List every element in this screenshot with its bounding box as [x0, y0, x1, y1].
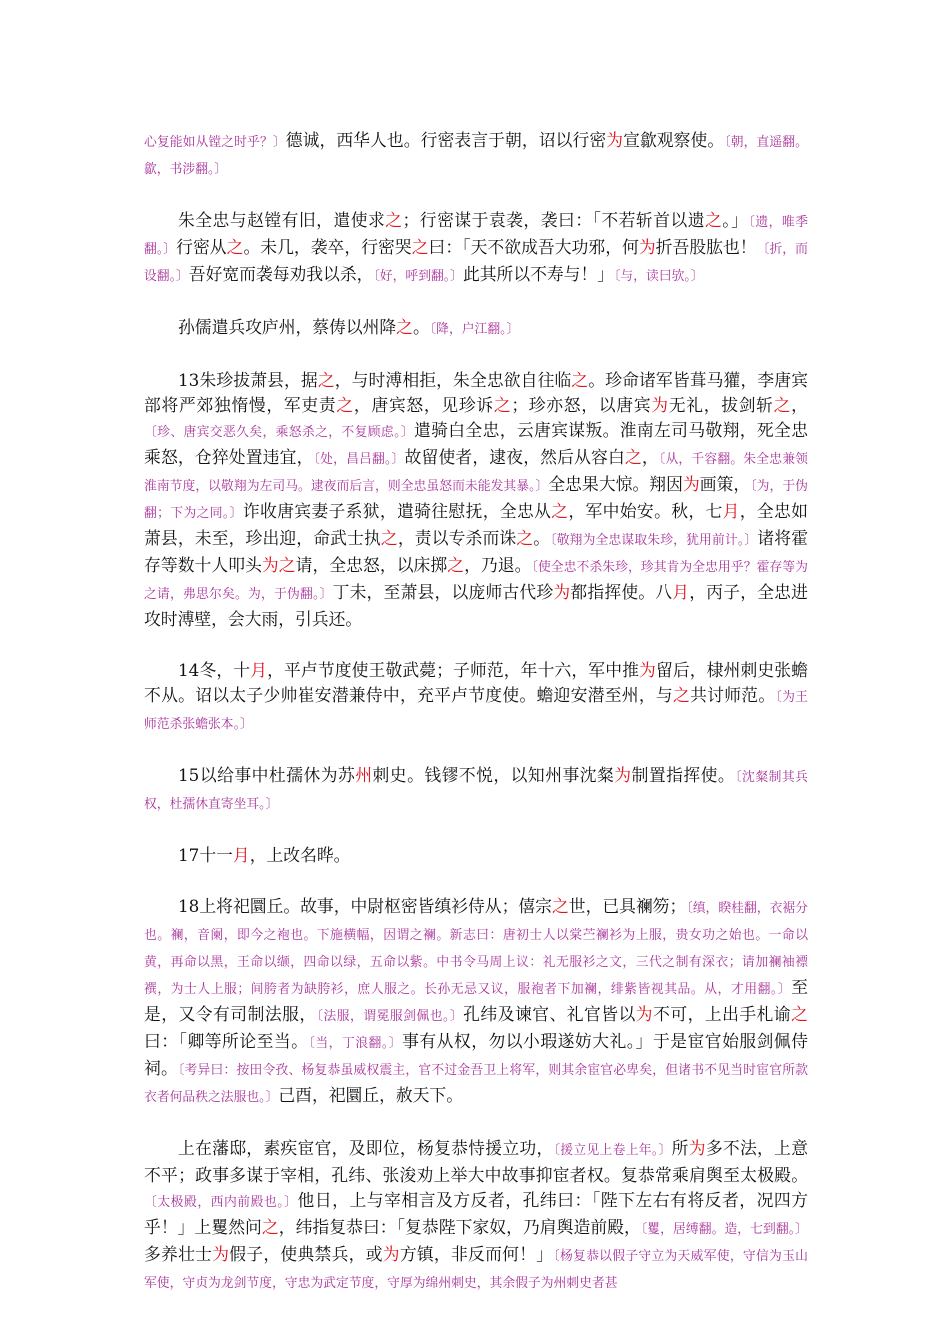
highlighted-character: 之	[773, 395, 792, 415]
body-text: 丁未，至萧县，以庞师古代珍	[332, 582, 554, 602]
highlighted-character: 为	[553, 582, 571, 602]
annotation-note: 〔缜，睽桂翻，衣裾分也。襕，音阑，即今之袍也。下施横幅，因谓之襕。新志曰：唐初士人以棠苎襕衫为上服，贵女功之始也。一命以黄，再命以黑，王命以缬，四命以绿，五命以紫。中书令马周上议：礼无服衫之文，三代之制有深衣；请加襕袖褾襈，为士人上服；间胯者为缺胯衫，庶人服之。长孙无忌又议，服袍者下加襕，绯紫皆视其品。从，才用翻。〕	[144, 901, 808, 997]
annotation-note: 〔遗，唯季翻。〕	[144, 215, 808, 257]
body-text: 曰：「卿等所论至当。	[144, 1031, 309, 1051]
annotation-note: 〔当，丁浪翻。〕	[308, 1036, 403, 1051]
paragraph	[144, 843, 808, 868]
highlighted-character: 之	[551, 896, 569, 916]
body-text: 14冬，十	[178, 660, 251, 680]
body-text: 朱全忠与赵镗有旧，遣使求	[178, 210, 386, 230]
body-text: 此其所以不寿与！」	[462, 264, 615, 284]
highlighted-character: 之	[336, 395, 354, 415]
annotation-note: 〔珍、唐宾交恶久矣，乘怒杀之，不复顾虑。〕	[144, 425, 414, 440]
body-text: 他日，上与宰相言及方反者，孔纬曰：「陛下左右有将反者，况四方乎！」上矍然问	[144, 1190, 808, 1237]
paragraph	[144, 128, 808, 182]
highlighted-character: 为	[382, 1244, 400, 1264]
body-text: 17十一	[178, 845, 233, 865]
body-text: 都指挥使。八	[570, 582, 673, 602]
annotation-note: 〔沈粲制其兵权，杜孺休直寄坐耳。〕	[144, 770, 808, 812]
highlighted-character: 月	[232, 845, 250, 865]
document-body	[144, 128, 808, 1322]
body-text: 宣歙观察使。	[623, 130, 725, 150]
body-text: ；行密谋于袁袭，袭曰：「不若斩首以遗	[402, 210, 706, 230]
highlighted-character: 之	[791, 1004, 808, 1024]
highlighted-character: 之	[624, 447, 642, 467]
highlighted-character: 月	[250, 660, 268, 680]
body-text: ，唐宾怒，见珍诉	[353, 395, 494, 415]
annotation-note: 〔考异曰：按田令孜、杨复恭虽威权震主，官不过金吾卫上将军，则其余宦官必卑矣，但诸书不见当时宦官所款衣者何品秩之法服也。〕	[144, 1063, 808, 1105]
body-text: 孔纬及谏官、礼官皆以	[463, 1004, 636, 1024]
highlighted-character: 为	[212, 1244, 230, 1264]
highlighted-character: 为	[638, 237, 656, 257]
annotation-note: 〔与，读曰欤。〕	[614, 269, 704, 284]
annotation-note: 〔法服，谓冕服剑佩也。〕	[316, 1009, 464, 1024]
annotation-note: 心复能如从镗之时乎？〕	[144, 135, 286, 150]
highlighted-character: 之	[380, 528, 398, 548]
annotation-note: 〔处，昌吕翻。〕	[313, 452, 405, 467]
body-text: 折吾股肱也！	[655, 237, 757, 257]
body-text: 制置指挥使。	[631, 765, 736, 785]
body-text: ，丙子，全忠进攻时溥壁，会大雨，引兵还。	[144, 582, 808, 629]
body-text: 吾好宽而袭每劝我以杀，	[188, 264, 374, 284]
body-text: ，全忠如萧县，未至，珍出迎，命武士执	[144, 501, 808, 548]
body-text: ，与时溥相拒，朱全忠欲自往临	[334, 370, 572, 390]
body-text: 故留使者，逮夜，然后从容白	[404, 447, 625, 467]
paragraph	[144, 658, 808, 737]
body-text: 上在藩邸，素疾宦官，及即位，杨复恭恃援立功，	[178, 1138, 554, 1158]
highlighted-character: 为	[688, 1138, 706, 1158]
highlighted-character: 之	[551, 501, 569, 521]
highlighted-character: 为之	[261, 555, 296, 575]
highlighted-character: 之	[447, 555, 465, 575]
body-text: ，乃退。	[464, 555, 532, 575]
highlighted-character: 之	[493, 395, 512, 415]
highlighted-character: 为	[682, 474, 700, 494]
body-text: 行密从	[176, 237, 227, 257]
body-text: 无礼，拔剑斩	[668, 395, 774, 415]
paragraph	[144, 368, 808, 632]
highlighted-character: 之	[226, 237, 244, 257]
body-text: 事有从权，勿以小瑕遂妨大礼。」于是宦官始服剑佩侍祠。	[144, 1031, 808, 1078]
annotation-note: 〔敬翔为全忠谋取朱珍，犹用前计。〕	[550, 533, 758, 548]
highlighted-character: 之	[571, 370, 589, 390]
body-text: 全忠果大惊。翔因	[548, 474, 683, 494]
body-text: 。	[533, 528, 551, 548]
body-text: 画策，	[699, 474, 751, 494]
body-text: 曰：「天不欲成吾大功邪，何	[428, 237, 639, 257]
body-text: 世，已具襕笏；	[568, 896, 687, 916]
body-text: 。珍命诸军皆葺马獾，李唐宾部将严郊独惰慢，军吏责	[144, 370, 808, 415]
highlighted-character: 之	[673, 685, 691, 705]
highlighted-character: 之	[396, 317, 413, 337]
highlighted-character: 州	[355, 765, 373, 785]
body-text: 方镇，非反而何！」	[399, 1244, 554, 1264]
highlighted-character: 月	[672, 582, 690, 602]
highlighted-character: 为	[635, 1004, 654, 1024]
highlighted-character: 月	[722, 501, 740, 521]
body-text: 孙儒遣兵攻庐州，蔡俦以州降	[178, 317, 397, 337]
paragraph	[144, 1136, 808, 1296]
annotation-note: 〔杨复恭以假子守立为天威军使，守信为玉山军使，守贞为龙剑节度，守忠为武定节度，守厚为绵州刺史，其余假子为州刺史者甚	[144, 1249, 808, 1291]
highlighted-character: 之	[516, 528, 534, 548]
body-text: 不可，上出手札谕	[653, 1004, 792, 1024]
highlighted-character: 为	[639, 660, 656, 680]
body-text: 13朱珍拔萧县，据	[178, 370, 318, 390]
paragraph	[144, 315, 808, 342]
body-text: 15以给事中杜孺休为苏	[178, 765, 356, 785]
annotation-note: 〔折，而设翻。〕	[144, 242, 808, 284]
annotation-note: 〔好，呼到翻。〕	[373, 269, 463, 284]
body-text: 诸将霍存等数十人叩头	[144, 528, 808, 575]
body-text: 请，全忠怒，以床掷	[295, 555, 448, 575]
body-text: 18上将祀圜丘。故事，中尉枢密皆缜衫侍从；僖宗	[178, 896, 552, 916]
annotation-note: 〔太极殿，西内前殿也。〕	[144, 1195, 298, 1210]
annotation-note: 〔援立见上卷上年。〕	[553, 1143, 672, 1158]
annotation-note: 〔为，于伪翻；下为之同。〕	[144, 479, 808, 521]
body-text: 多不法，上意不平；政事多谋于宰相，孔纬、张浚劝上举大中故事抑宦者权。复恭常乘肩舆至太极殿。	[144, 1138, 808, 1185]
paragraph	[144, 763, 808, 817]
body-text: 己酉，祀圜丘，赦天下。	[278, 1085, 463, 1105]
body-text: 。	[412, 317, 430, 337]
highlighted-character: 为	[606, 130, 624, 150]
body-text: ，军中始安。秋，七	[568, 501, 723, 521]
body-text: ，纬指复恭曰：「复恭陛下家奴，乃肩舆造前殿，	[278, 1217, 641, 1237]
body-text: 刺史。钱镠不悦，以知州事沈粲	[372, 765, 615, 785]
annotation-note: 〔矍，居缚翻。造，七到翻。〕	[640, 1222, 808, 1237]
highlighted-character: 之	[261, 1217, 279, 1237]
highlighted-character: 之	[317, 370, 335, 390]
body-text: 。未几，袭卒，行密哭	[243, 237, 412, 257]
body-text: 。」	[722, 210, 749, 230]
annotation-note: 〔为王师范杀张蟾张本。〕	[144, 690, 808, 732]
highlighted-character: 之	[385, 210, 403, 230]
paragraph	[144, 208, 808, 289]
body-text: 诈收唐宾妻子系狱，遣骑往慰抚，全忠从	[242, 501, 552, 521]
body-text: ，责以专杀而诛	[397, 528, 517, 548]
body-text: 留后，棣州刺史张蟾不从。诏以太子少帅崔安潜兼侍中，充平卢节度使。蟾迎安潜至州，与	[144, 660, 808, 705]
highlighted-character: 之	[705, 210, 723, 230]
annotation-note: 〔降，户江翻。〕	[429, 322, 520, 337]
annotation-note: 〔朝，直遥翻。歙，书涉翻。〕	[144, 135, 808, 177]
body-text: ，平卢节度使王敬武薨；子师范，年十六，军中推	[267, 660, 640, 680]
highlighted-character: 之	[411, 237, 429, 257]
body-text: ，上改名晔。	[249, 845, 351, 865]
body-text: 所	[671, 1138, 689, 1158]
body-text: ，	[791, 395, 808, 415]
annotation-note: 〔使全忠不杀朱珍，珍其肯为全忠用乎？霍存等为之请，弗思尔矣。为，于伪翻。〕	[144, 560, 808, 602]
body-text: 至是，又令有司制法服，	[144, 977, 808, 1024]
annotation-note: 〔从，千容翻。朱全忠兼领淮南节度，以敬翔为左司马。逮夜而后言，则全忠虽怒而未能发其暴。〕	[144, 452, 808, 494]
body-text: 德诚，西华人也。行密表言于朝，诏以行密	[285, 130, 607, 150]
body-text: 共讨师范。	[690, 685, 776, 705]
body-text: ；珍亦怒，以唐宾	[511, 395, 652, 415]
paragraph	[144, 894, 808, 1110]
body-text: 多养壮士	[144, 1244, 213, 1264]
body-text: ，	[641, 447, 659, 467]
body-text: 假子，使典禁兵，或	[229, 1244, 383, 1264]
highlighted-character: 为	[614, 765, 632, 785]
body-text: 遣骑白全忠，云唐宾谋叛。淮南左司马敬翔，死全忠乘怒，仓猝处置违宜，	[144, 420, 808, 467]
highlighted-character: 为	[651, 395, 669, 415]
